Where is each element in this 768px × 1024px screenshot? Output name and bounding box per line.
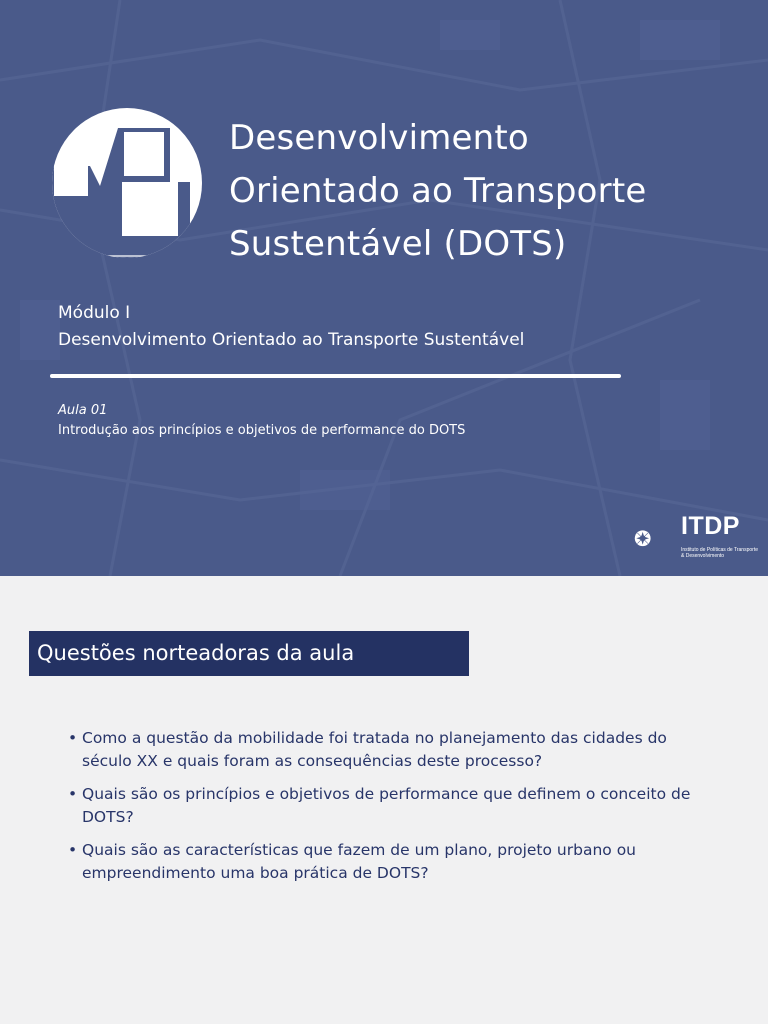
title-line: Desenvolvimento: [229, 118, 529, 158]
question-text: Quais são as características que fazem de um plano, projeto urbano ou empreendimento uma boa prática de DOTS?: [82, 841, 636, 882]
lesson-label: Aula 01: [58, 403, 108, 418]
question-text: Como a questão da mobilidade foi tratada no planejamento das cidades do século XX e quais foram as consequências deste processo?: [82, 729, 667, 770]
module-label: Módulo I: [58, 303, 131, 323]
guiding-questions-list: [68, 727, 708, 895]
itdp-tagline: Instituto de Políticas de Transporte & Desenvolvimento: [681, 547, 758, 559]
section-heading: [29, 631, 469, 676]
bullet: •: [68, 729, 78, 747]
question-text: Quais são os princípios e objetivos de performance que definem o conceito de DOTS?: [82, 785, 691, 826]
presentation-title: [229, 112, 749, 271]
module-subtitle: Desenvolvimento Orientado ao Transporte Sustentável: [58, 330, 525, 350]
bullet: •: [68, 841, 78, 859]
bullet: •: [68, 785, 78, 803]
itdp-wordmark: ITDP: [681, 512, 740, 540]
title-line: Sustentável (DOTS): [229, 224, 567, 264]
question-item: [68, 727, 708, 773]
question-item: [68, 783, 708, 829]
itdp-star-icon: [634, 516, 680, 562]
section-heading-text: Questões norteadoras da aula: [37, 641, 355, 665]
question-item: [68, 839, 708, 885]
title-line: Orientado ao Transporte: [229, 171, 647, 211]
lesson-subtitle: Introdução aos princípios e objetivos de performance do DOTS: [58, 423, 466, 438]
dots-logo-icon: [50, 106, 204, 260]
divider: [50, 374, 621, 378]
